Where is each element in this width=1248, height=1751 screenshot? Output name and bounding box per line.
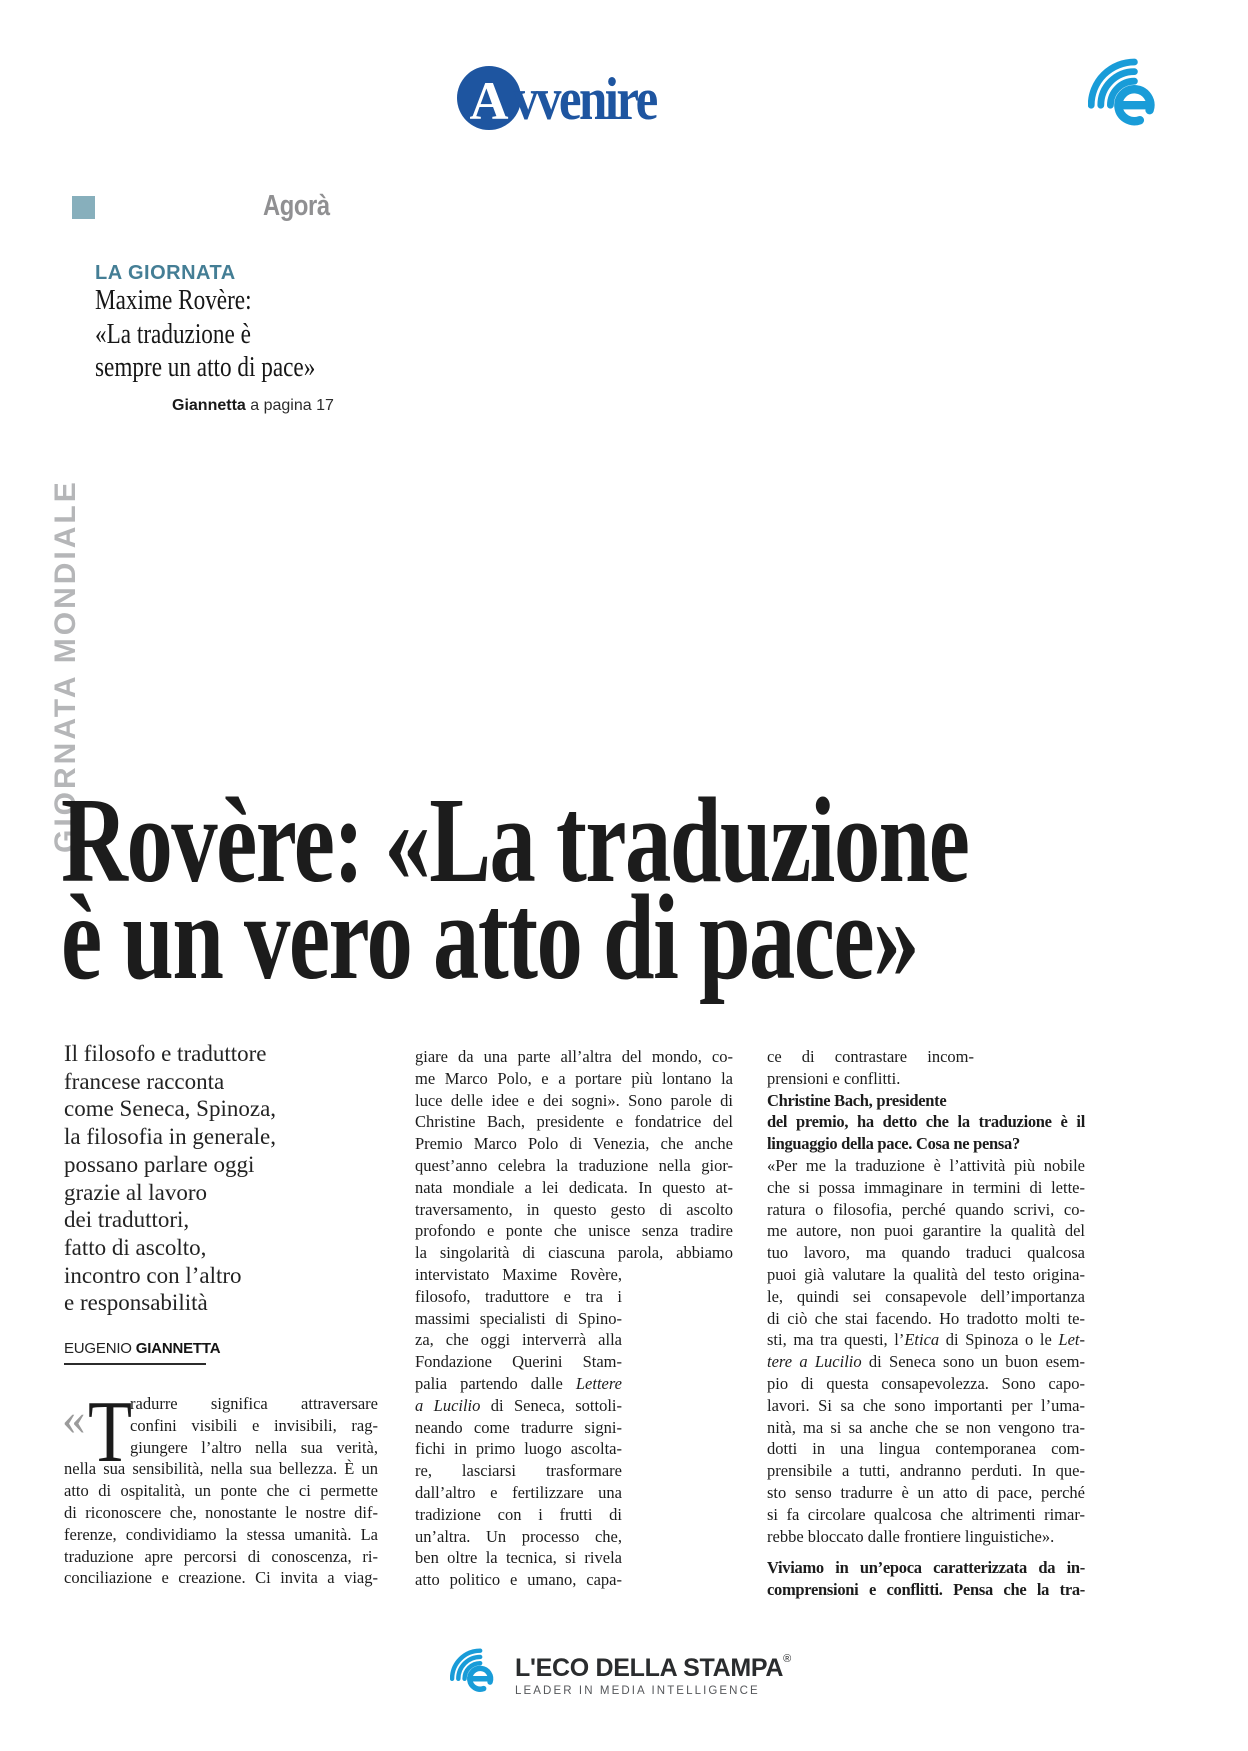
text-line: intervistato Maxime Rovère, [415,1264,622,1284]
eco-e-waves-icon [1088,52,1168,136]
text-line: francese racconta [64,1068,225,1094]
text-line: prensioni e conflitti. [767,1068,901,1088]
text-line: lavori. Si sa che sono importanti per l’uma- [767,1395,1085,1415]
text-line: «Per me la traduzione è l’attività più nobile [767,1155,1085,1175]
text-line: fatto di ascolto, [64,1234,207,1260]
avvenire-logo-wordmark: vvenire [513,66,656,132]
standfirst [64,1040,394,1317]
text-line: rebbe bloccato dalle frontiere linguistiche». [767,1526,1055,1546]
text-line: è un vero atto di pace» [61,870,918,1005]
text-line: del premio, ha detto che la traduzione è il [767,1112,1085,1132]
text-line: un’altra. Un processo che, [415,1526,622,1546]
main-headline [61,773,1125,1005]
text-line: me autore, non puoi garantire la qualità del [767,1221,1085,1241]
article-column-1 [64,1393,378,1589]
text-line: a Lucilio di Seneca, sottoli- [415,1395,622,1415]
text-line: Fondazione Querini Stam- [415,1352,622,1372]
section-label: Agorà [263,190,330,222]
text-line: atto politico e umano, capa- [415,1570,622,1590]
text-line: Premio Marco Polo di Venezia, che anche [415,1134,733,1154]
text-line: massimi specialisti di Spino- [415,1308,622,1328]
text-line: la singolarità di ciascuna parola, abbiamo [415,1243,733,1263]
text-line: giare da una parte all’altra del mondo, co- [415,1047,733,1066]
text-line: nella sua sensibilità, nella sua bellezza. È un [64,1459,378,1479]
text-line: puoi già valutare la qualità del testo origina- [767,1264,1085,1284]
text-line: tuo lavoro, ma quando traduci qualcosa [767,1243,1085,1263]
text-line: conciliazione e creazione. Ci invita a viag- [64,1568,378,1588]
footer-tagline: LEADER IN MEDIA INTELLIGENCE [515,1684,760,1697]
text-line: radurre significa attraversare [130,1394,378,1413]
eco-stampa-footer [450,1644,791,1699]
author-last-name: GIANNETTA [135,1340,221,1357]
text-line: sti, ma tra questi, l’Etica di Spinoza o le Let- [767,1330,1085,1350]
text-line: luce delle idee e dei sogni». Sono parole di [415,1090,733,1110]
dropcap-open-quote: « [62,1393,86,1445]
teaser-kicker: LA GIORNATA [95,262,236,284]
text-line: Il filosofo e traduttore [64,1041,267,1066]
text-line: traduzione apre percorsi di conoscenza, ri- [64,1546,378,1566]
article-column-3 [767,1046,1085,1601]
text-line: Maxime Rovère: [95,284,252,316]
text-line: za, che oggi interverrà alla [415,1330,622,1350]
text-line: sto senso tradurre è un atto di pace, perché [767,1482,1085,1502]
text-line: la filosofia in generale, [64,1124,277,1150]
text-line: grazie al lavoro [64,1179,208,1205]
avvenire-masthead-logo [457,64,681,130]
text-line: sempre un atto di pace» [95,351,316,383]
author-first-name: EUGENIO [64,1340,136,1357]
text-line: linguaggio della pace. Cosa ne pensa? [767,1134,1020,1154]
text-line: traversamento, in questo gesto di ascolto [415,1199,733,1219]
text-line: Viviamo in un’epoca caratterizzata da in- [767,1558,1085,1578]
text-line: prensibile a tutti, andranno perduti. In que- [767,1461,1085,1481]
article-column-2 [415,1046,733,1591]
text-line: che si possa immaginare in termini di lette- [767,1177,1085,1197]
text-line: Rovère: «La traduzione [61,773,969,908]
text-line: tradizione con i frutti di [415,1504,622,1524]
section-marker-square [72,196,95,219]
teaser-title [95,284,315,385]
text-line: atto di ospitalità, un ponte che ci permette [64,1481,378,1501]
text-line: giungere l’altro nella sua verità, [130,1437,378,1457]
teaser-byline-page: a pagina 17 [245,397,334,414]
text-line: fichi in primo luogo ascolta- [415,1439,622,1459]
avvenire-logo-disc-icon [457,66,521,130]
text-line: filosofo, traduttore e tra i [415,1286,622,1306]
text-line: palia partendo dalle Lettere [415,1373,622,1393]
avvenire-logo-initial: A [469,71,509,131]
footer-brand [515,1646,791,1682]
text-line: profondo e ponte che unisce senza tradire [415,1221,733,1241]
text-line: ben oltre la tecnica, si rivela [415,1548,622,1568]
registered-mark: ® [783,1652,791,1665]
footer-brand-text: L'ECO DELLA STAMPA [515,1653,784,1682]
author-byline [64,1340,221,1365]
text-line: di ciò che stai facendo. Ho tradotto molti te- [767,1308,1085,1328]
text-line: neando come tradurre signi- [415,1417,622,1437]
text-line: pio di questa consapevolezza. Sono capo- [767,1373,1085,1393]
text-line: re, lasciarsi trasformare [415,1461,622,1481]
text-line: Christine Bach, presidente e fondatrice del [415,1112,733,1132]
text-line: quest’anno celebra la traduzione nella gior- [415,1155,733,1175]
text-line: dall’altro e fertilizzare una [415,1482,622,1502]
text-line: dei traduttori, [64,1207,190,1233]
text-line: si fa circolare qualcosa che altrimenti rimar- [767,1504,1085,1524]
text-line: e responsabilità [64,1290,208,1316]
dropcap-letter: T [88,1384,133,1481]
text-line: nata mondiale a lei dedicata. In questo at- [415,1177,733,1197]
text-line: di riconoscere che, nonostante le nostre dif- [64,1502,378,1522]
text-line: Christine Bach, presidente [767,1090,947,1110]
text-line: ferenze, condividiamo la stessa umanità. La [64,1524,378,1544]
text-line: incontro con l’altro [64,1262,242,1288]
text-line: nità, ma si sa anche che se non vengono tra- [767,1417,1085,1437]
text-line: possano parlare oggi [64,1151,255,1177]
teaser-byline-author: Giannetta [172,397,246,414]
text-line: comprensioni e conflitti. Pensa che la tra- [767,1580,1085,1600]
text-line: dotti in una lingua contemporanea com- [767,1439,1085,1459]
text-line: ce di contrastare incom- [767,1047,974,1066]
text-line: le, quindi sei consapevole dell’importanza [767,1286,1085,1306]
text-line: tere a Lucilio di Seneca sono un buon esem- [767,1352,1085,1372]
eco-e-waves-footer-icon [450,1644,502,1699]
vertical-section-label: GIORNATA MONDIALE [49,479,82,853]
text-line: me Marco Polo, e a portare più lontano la [415,1068,733,1088]
teaser-byline [172,397,334,415]
text-line: ratura o filosofia, perché quando scrivi, co- [767,1199,1085,1219]
eco-stampa-logo-top [1088,52,1168,136]
text-line: come Seneca, Spinoza, [64,1096,277,1122]
text-line: «La traduzione è [95,317,251,350]
text-line: confini visibili e invisibili, rag- [130,1415,378,1435]
